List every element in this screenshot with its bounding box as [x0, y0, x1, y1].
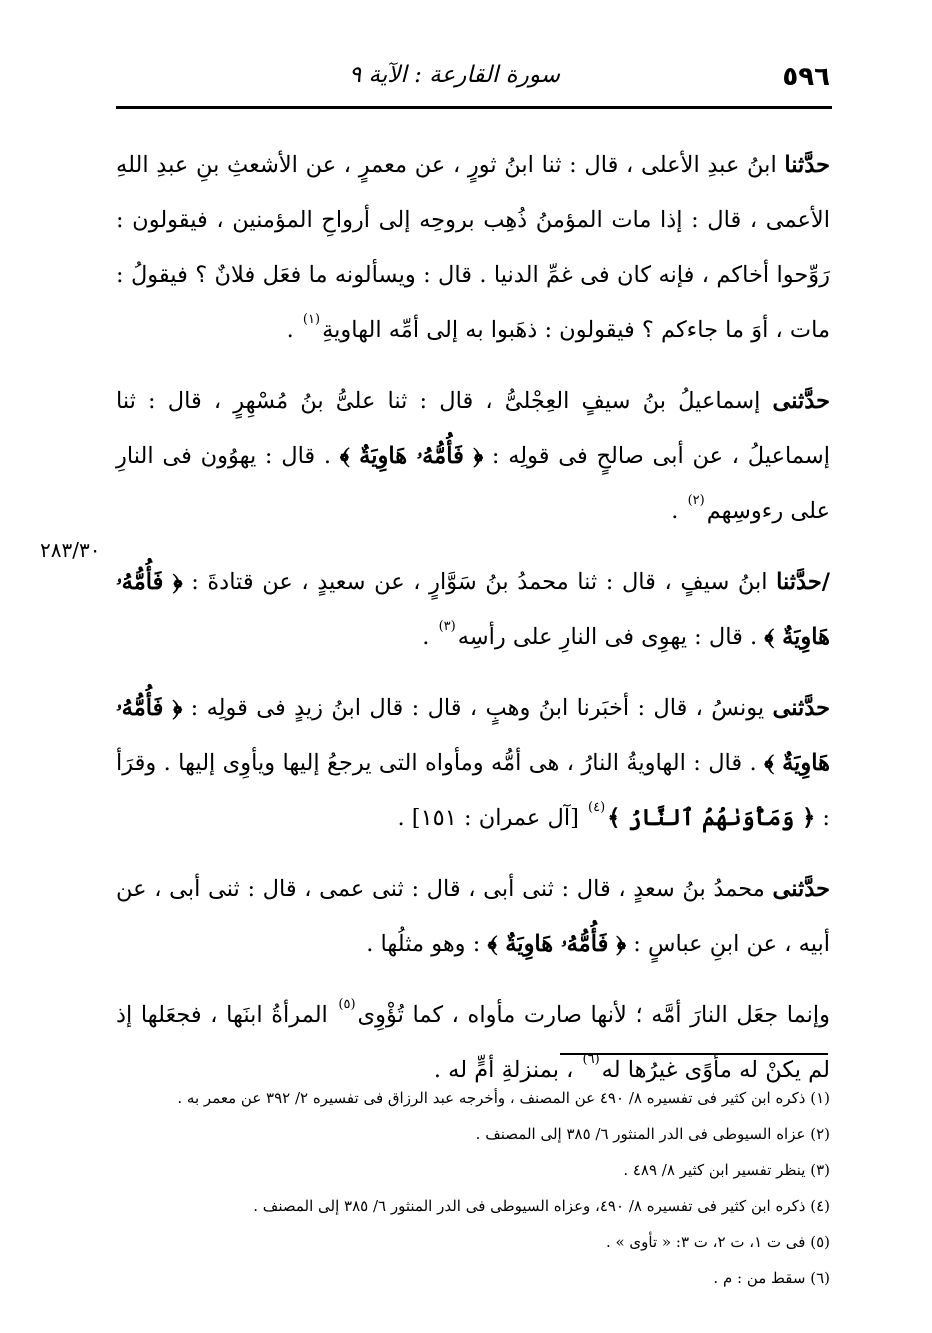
- paragraph-2: [116, 374, 830, 539]
- margin-reference: ٢٨٣/٣٠: [40, 538, 101, 562]
- paragraph-text: ابنُ عبدِ الأعلى ، قال : ثنا ابنُ ثورٍ ، عن معمرٍ ، عن الأشعثِ بنِ عبدِ اللهِ الأعمى ، قال : إذا مات المؤمنُ ذُهِب بروحِه إلى أرواحِ المؤمنين ، فيقولون : رَوِّحوا أخاكم ، فإنه كان فى غمِّ الدنيا . قال : ويسألونه ما فعَل فلانٌ ؟ فيقولُ : مات ، أوَ ما جاءكم ؟ فيقولون : ذهَبوا به إلى أمِّه الهاويةِ: [116, 152, 830, 343]
- paragraph-tail: .: [671, 498, 686, 524]
- paragraph-text-continued: . قال : الهاويةُ النارُ ، هى أمُّه ومأواه التى يرجعُ إليها ويأوِى إليها . وقرَأ :: [116, 750, 830, 831]
- paragraph-tail: [آل عمران : ١٥١] .: [397, 805, 587, 831]
- running-title: سورة القارعة : الآية ٩: [348, 62, 560, 88]
- footnote-marker: (٥): [338, 997, 356, 1012]
- paragraph-tail: .: [286, 317, 301, 343]
- quran-quote: ﴿ فَأُمُّهُۥ هَاوِيَةٌ ﴾: [116, 695, 830, 776]
- paragraph-1: [116, 138, 830, 358]
- footnote-4: (٤) ذكره ابن كثير فى تفسيره ٨/ ٤٩٠، وعزاه السيوطى فى الدر المنثور ٦/ ٣٨٥ إلى المصنف .: [253, 1197, 830, 1215]
- isnad-lead: حدَّثنى: [772, 388, 830, 414]
- quran-quote: ﴿ فَأُمُّهُۥ هَاوِيَةٌ ﴾: [116, 569, 830, 650]
- quran-quote-2: ﴿ وَمَأْوَىٰهُمُ ٱلنَّارُ ﴾: [607, 805, 816, 831]
- quran-quote: ﴿ فَأُمُّهُۥ هَاوِيَةٌ ﴾: [339, 443, 484, 469]
- paragraph-tail: : وهو مثلُها .: [366, 931, 488, 957]
- isnad-lead: حدَّثنى: [772, 695, 830, 721]
- paragraph-text-continued: . قال : يهوِى فى النارِ على رأسِه: [457, 624, 765, 650]
- paragraph-text-continued: . قال : يهوُون فى النارِ على رءوسِهم: [116, 443, 830, 524]
- footnote-3: (٣) ينظر تفسير ابن كثير ٨/ ٤٨٩ .: [623, 1161, 830, 1179]
- paragraph-3: [116, 555, 830, 665]
- paragraph-text: يونسُ ، قال : أخبَرنا ابنُ وهبٍ ، قال : قال ابنُ زيدٍ فى قولِه :: [182, 695, 773, 721]
- paragraph-text: ابنُ سيفٍ ، قال : ثنا محمدُ بنُ سَوَّارٍ ، عن سعيدٍ ، عن قتادةَ :: [182, 569, 777, 595]
- footnote-marker: (٣): [438, 619, 456, 634]
- paragraph-text: وإنما جعَل النارَ أمَّه ؛ لأنها صارت مأواه ، كما تُؤْوِى: [357, 1002, 830, 1028]
- quran-quote: ﴿ فَأُمُّهُۥ هَاوِيَةٌ ﴾: [487, 931, 627, 957]
- footnote-marker-2: (٦): [582, 1052, 600, 1067]
- paragraph-4: [116, 681, 830, 846]
- isnad-lead: حدَّثنى: [772, 876, 830, 902]
- header-divider: [116, 106, 832, 109]
- footnote-2: (٢) عزاه السيوطى فى الدر المنثور ٦/ ٣٨٥ إلى المصنف .: [475, 1125, 830, 1143]
- footnote-marker: (٢): [687, 493, 705, 508]
- paragraph-text-continued: المرأةُ ابنَها ، فجعَلها إذ لم يكنْ له مأوًى غيرُها له: [116, 1002, 830, 1083]
- paragraph-tail: .: [422, 624, 437, 650]
- footnote-marker: (٤): [588, 800, 606, 815]
- paragraph-text: محمدُ بنُ سعدٍ ، قال : ثنى أبى ، قال : ثنى عمى ، قال : ثنى أبى ، عن أبيه ، عن ابنِ عباسٍ :: [116, 876, 830, 957]
- footnote-marker: (١): [302, 312, 321, 327]
- footnote-6: (٦) سقط من : م .: [713, 1269, 830, 1287]
- paragraph-text: إسماعيلُ بنُ سيفٍ العِجْلىُّ ، قال : ثنا علىُّ بنُ مُسْهِرٍ ، قال : ثنا إسماعيلُ ، عن أبى صالحٍ فى قولِه :: [116, 388, 830, 469]
- footnote-divider: [560, 1053, 828, 1055]
- main-text: [116, 138, 830, 1114]
- footnotes: [116, 1080, 830, 1296]
- paragraph-tail: ، بمنزلةِ أمٍّ له .: [433, 1057, 581, 1083]
- paragraph-5: [116, 862, 830, 972]
- isnad-lead: حدَّثنا: [784, 152, 830, 178]
- footnote-1: (١) ذكره ابن كثير فى تفسيره ٨/ ٤٩٠ عن المصنف ، وأخرجه عبد الرزاق فى تفسيره ٢/ ٣٩٢ عن معمر به .: [177, 1089, 830, 1107]
- isnad-lead: /حدَّثنا: [776, 569, 830, 595]
- footnote-5: (٥) فى ت ١، ت ٢، ت ٣: « تأوى » .: [605, 1233, 830, 1251]
- page-header: [118, 58, 830, 98]
- page-number: ٥٩٦: [782, 62, 830, 92]
